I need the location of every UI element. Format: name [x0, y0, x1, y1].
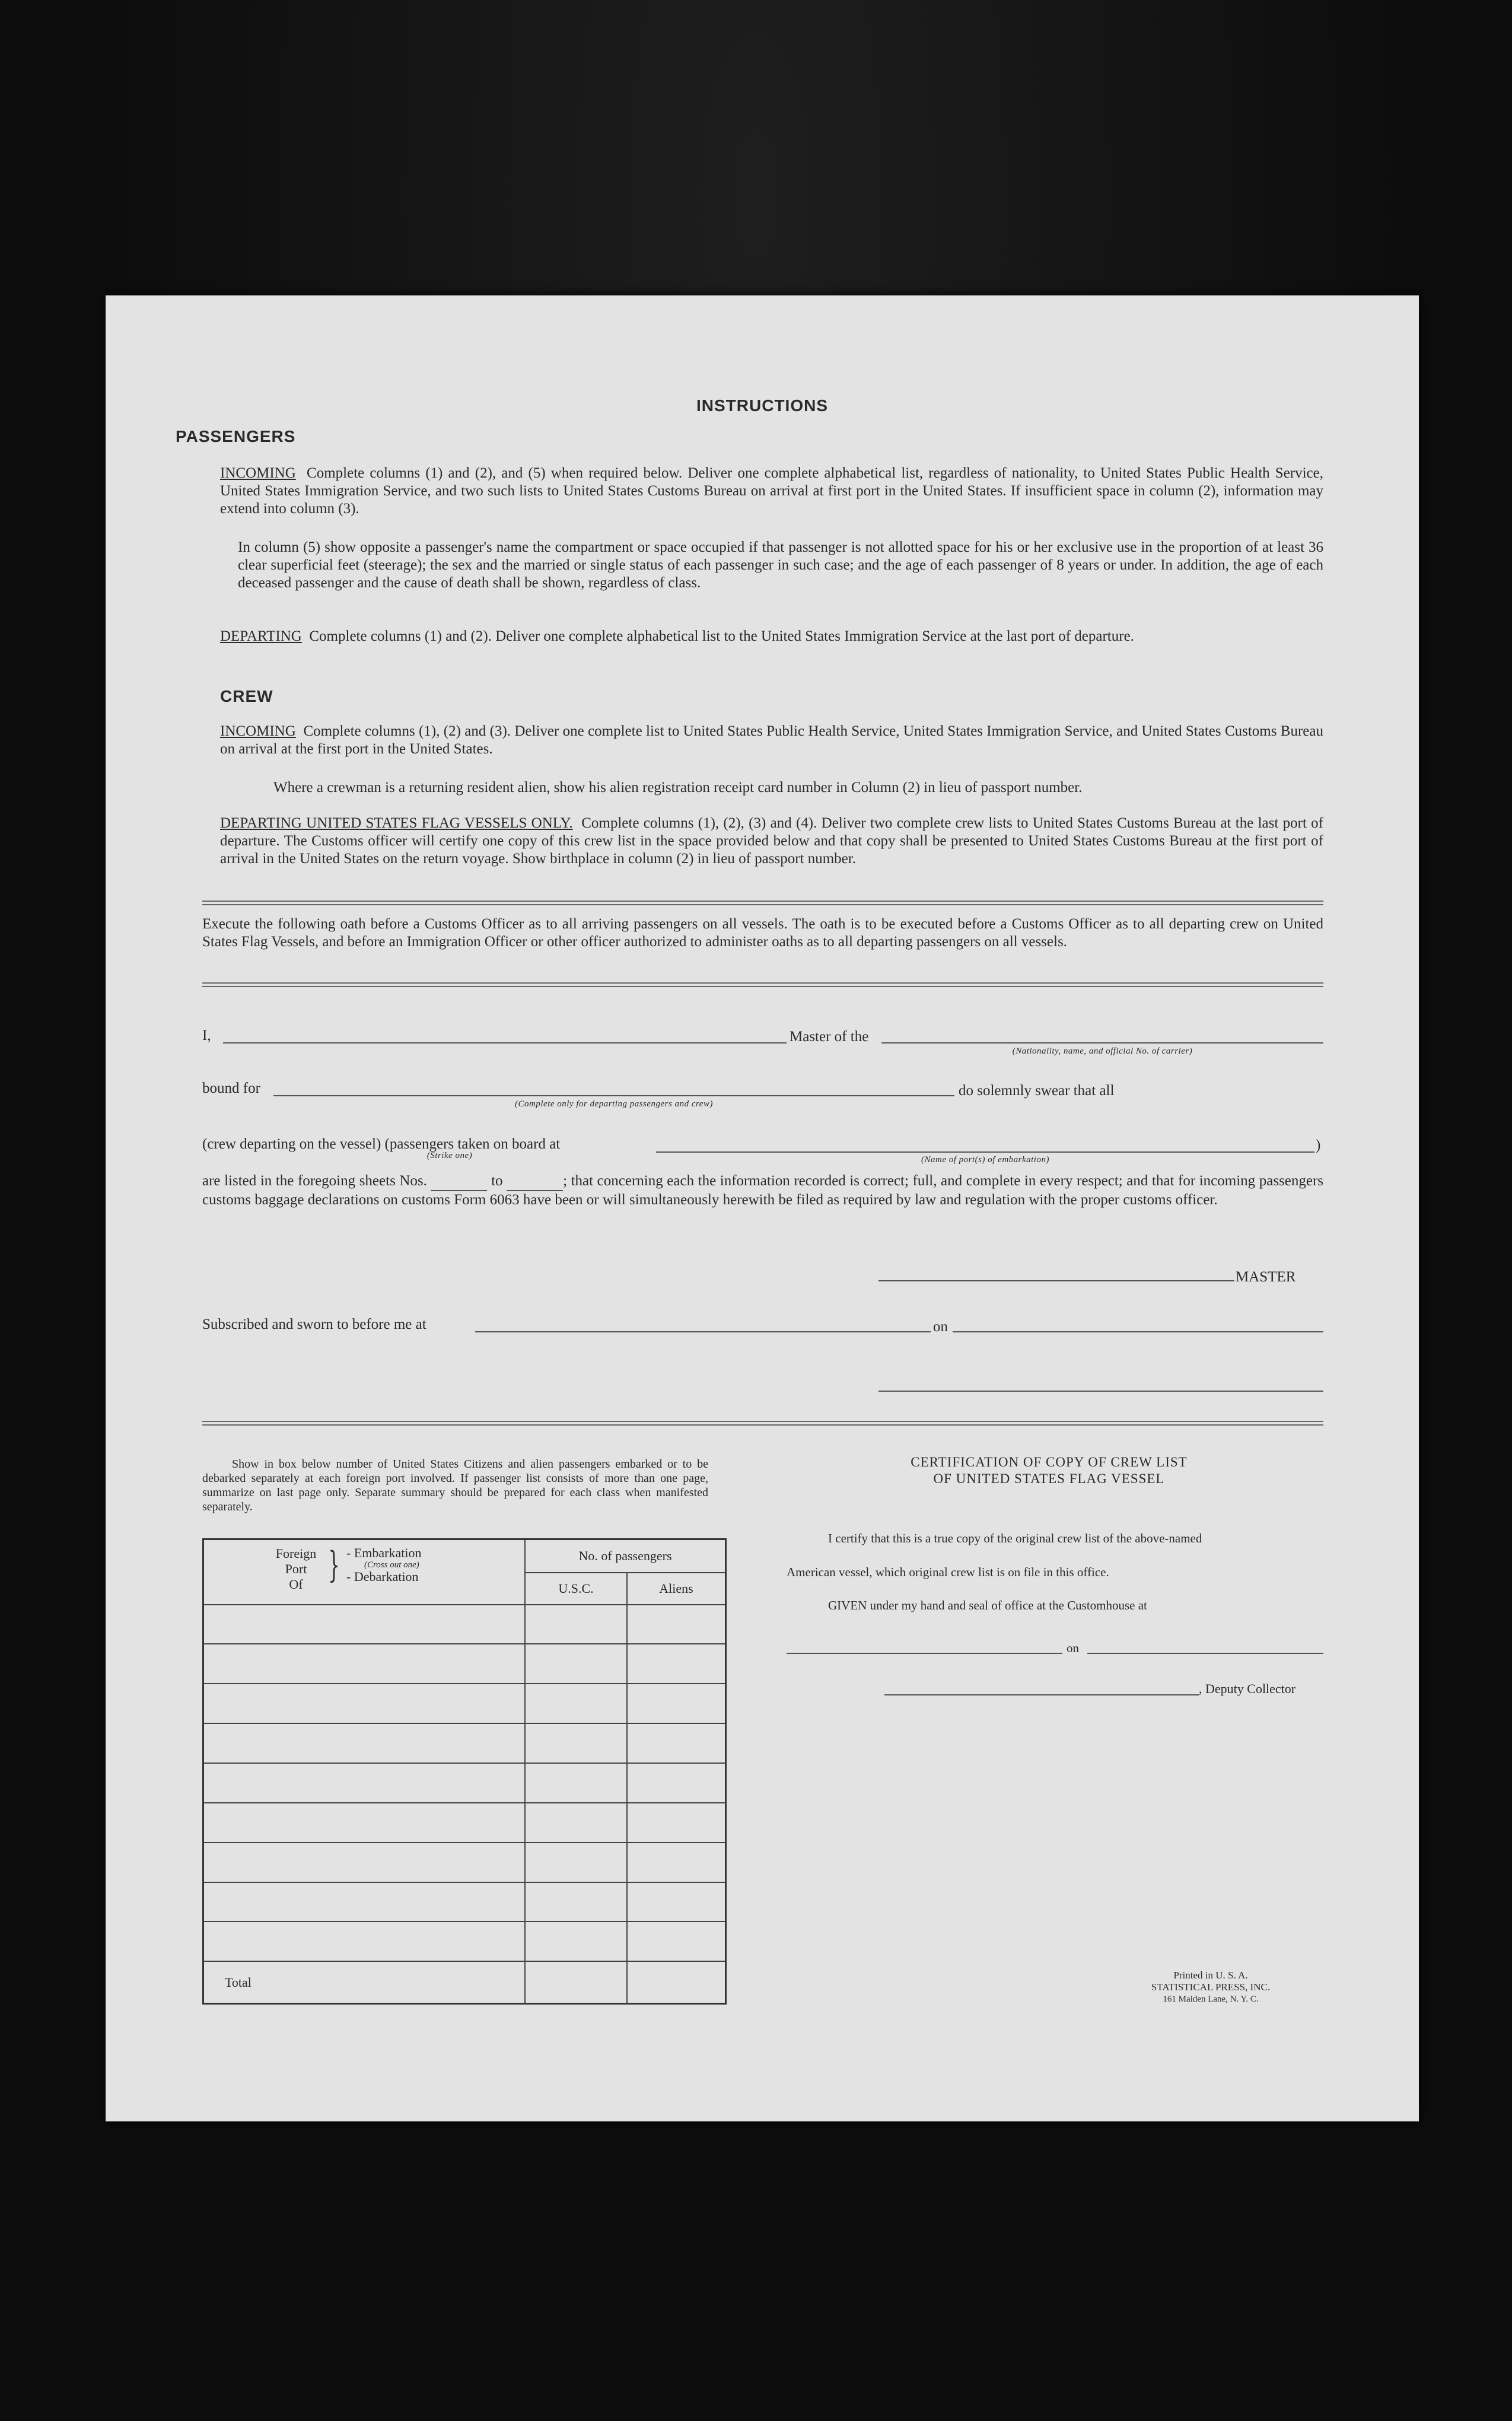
usc-cell[interactable] [525, 1843, 627, 1882]
section-divider [202, 1421, 1323, 1426]
printer-line-3: 161 Maiden Lane, N. Y. C. [1163, 1994, 1259, 2004]
passenger-summary-table [202, 1538, 727, 2005]
sworn-date-field[interactable] [953, 1331, 1323, 1332]
passengers-heading: PASSENGERS [176, 427, 296, 446]
certification-title [775, 1454, 1323, 1487]
port-cell[interactable] [203, 1684, 526, 1723]
embarkation-ports-field[interactable] [656, 1151, 1314, 1153]
aliens-cell[interactable] [627, 1882, 726, 1922]
master-of-label: Master of the [790, 1029, 869, 1045]
cert-text-2: American vessel, which original crew list is on file in this office. [787, 1565, 1109, 1579]
debarkation-label: - Debarkation [346, 1569, 419, 1584]
printer-line-1: Printed in U. S. A. [1173, 1970, 1248, 1981]
page-title: INSTRUCTIONS [696, 396, 828, 415]
total-aliens-cell[interactable] [627, 1961, 726, 2003]
crew-heading: CREW [220, 687, 273, 705]
passengers-incoming-paragraph [220, 465, 1323, 518]
total-usc-cell[interactable] [525, 1961, 627, 2003]
crew-departing-text: Complete columns (1), (2), (3) and (4). Deliver two complete crew lists to United States Customs Bureau at the last port of departure. The Customs officer will certify one copy of this crew list in the space provided below and that copy shall be presented to United States Customs Bureau at the first port of arrival in the United States on the return voyage. Show birthplace in column (2) in lieu of passport number. [220, 815, 1324, 867]
crew-departing-label: (crew departing on the vessel) (passengers taken on board at [202, 1136, 561, 1152]
oath-i-label: I, [202, 1027, 211, 1044]
close-paren: ) [1316, 1137, 1321, 1153]
oath-intro: Execute the following oath before a Customs Officer as to all arriving passengers on all vessels. The oath is to be executed before a Customs Officer as to all departing crew on United States Flag Vessels, and before an Immigration Officer or other officer authorized to administer oaths as to all departing passengers on all vessels. [202, 916, 1323, 950]
aliens-cell[interactable] [627, 1723, 726, 1763]
total-label: Total [203, 1961, 526, 2003]
embark-label-stack [346, 1546, 421, 1584]
swear-label: do solemnly swear that all [959, 1083, 1115, 1099]
port-cell[interactable] [203, 1605, 526, 1644]
passengers-column5-paragraph: In column (5) show opposite a passenger's name the compartment or space occupied if that passenger is not allotted space for his or her exclusive use in the proportion of at least 36 clear superficial feet (steerage); the sex and the married or single status of each passenger in such case; and the age of each passenger of 8 years or under. In addition, the age of each deceased passenger and the cause of death shall be shown, regardless of class. [238, 539, 1323, 591]
usc-cell[interactable] [525, 1763, 627, 1803]
usc-cell[interactable] [525, 1644, 627, 1684]
printer-imprint [1122, 1970, 1300, 2005]
aliens-cell[interactable] [627, 1605, 726, 1644]
usc-cell[interactable] [525, 1684, 627, 1723]
cert-date-field[interactable] [1087, 1653, 1323, 1654]
usc-cell[interactable] [525, 1723, 627, 1763]
cert-title-line-2: OF UNITED STATES FLAG VESSEL [933, 1471, 1165, 1486]
usc-cell[interactable] [525, 1605, 627, 1644]
no-passengers-header: No. of passengers [525, 1539, 726, 1573]
aliens-cell[interactable] [627, 1644, 726, 1684]
form-page [106, 295, 1419, 2121]
port-cell[interactable] [203, 1644, 526, 1684]
ports-caption: (Name of port(s) of embarkation) [921, 1155, 1049, 1165]
listed-text-b: ; that concerning each the information recorded is correct; full, and complete in every respect; and that for incoming passengers customs baggage declarations on customs Form 6063 have been or will simultaneously herewith be filed as required by law and regulation with the proper customs officer. [202, 1173, 1324, 1208]
oath-statement [202, 1172, 1323, 1209]
brace-icon: } [328, 1544, 340, 1586]
passengers-departing-text: Complete columns (1) and (2). Deliver one complete alphabetical list to the United States Immigration Service at the last port of departure. [309, 628, 1134, 644]
sheet-to-field[interactable] [507, 1172, 563, 1191]
embarkation-label: - Embarkation [346, 1545, 422, 1560]
port-label-stack [269, 1546, 323, 1592]
deputy-collector-label: , Deputy Collector [1199, 1681, 1296, 1696]
crew-departing-lead: DEPARTING UNITED STATES FLAG VESSELS ONLY. [220, 815, 573, 831]
crew-incoming-lead: INCOMING [220, 723, 296, 739]
sworn-on-label: on [933, 1319, 948, 1335]
master-signature-field[interactable] [878, 1280, 1234, 1281]
cert-on-label: on [1067, 1641, 1079, 1655]
listed-text-a: are listed in the foregoing sheets Nos. [202, 1173, 427, 1189]
strike-one-caption: (Strike one) [426, 1151, 473, 1160]
aliens-header: Aliens [627, 1573, 726, 1605]
crew-departing-paragraph [220, 815, 1323, 868]
bound-for-label: bound for [202, 1080, 260, 1096]
aliens-cell[interactable] [627, 1803, 726, 1843]
bound-for-caption: (Complete only for departing passengers and crew) [515, 1099, 713, 1109]
passengers-departing-paragraph [220, 628, 1323, 645]
port-label: Port [285, 1561, 307, 1576]
passengers-incoming-text: Complete columns (1) and (2), and (5) when required below. Deliver one complete alphabetical list, regardless of nationality, to United States Public Health Service, United States Immigration Service, and two such lists to United States Customs Bureau on arrival at first port in the United States. If insufficient space in column (2), information may extend into column (3). [220, 465, 1324, 517]
sworn-place-field[interactable] [475, 1331, 931, 1332]
aliens-cell[interactable] [627, 1763, 726, 1803]
cert-text-1: I certify that this is a true copy of the original crew list of the above-named [828, 1531, 1202, 1545]
sheet-from-field[interactable] [431, 1172, 487, 1191]
section-divider [202, 901, 1323, 905]
master-name-field[interactable] [223, 1042, 787, 1044]
port-cell[interactable] [203, 1843, 526, 1882]
box-instructions: Show in box below number of United States Citizens and alien passengers embarked or to be debarked separately at each foreign port involved. If passenger list consists of more than one page, summarize on last page only. Separate summary should be prepared for each class when manifested separately. [202, 1458, 708, 1513]
cert-given: GIVEN under my hand and seal of office at the Customhouse at [828, 1598, 1147, 1612]
crew-incoming-paragraph [220, 723, 1323, 758]
subscribed-label: Subscribed and sworn to before me at [202, 1316, 426, 1332]
cert-title-line-1: CERTIFICATION OF COPY OF CREW LIST [911, 1455, 1188, 1469]
usc-header: U.S.C. [525, 1573, 627, 1605]
passengers-incoming-lead: INCOMING [220, 465, 296, 481]
officer-signature-field[interactable] [878, 1391, 1323, 1392]
printer-line-2: STATISTICAL PRESS, INC. [1151, 1981, 1271, 1993]
port-cell[interactable] [203, 1723, 526, 1763]
port-cell[interactable] [203, 1803, 526, 1843]
carrier-field[interactable] [881, 1042, 1323, 1044]
cert-place-field[interactable] [787, 1653, 1062, 1654]
aliens-cell[interactable] [627, 1684, 726, 1723]
port-cell[interactable] [203, 1882, 526, 1922]
port-cell[interactable] [203, 1921, 526, 1961]
section-divider [202, 982, 1323, 987]
master-label: MASTER [1236, 1269, 1296, 1285]
crew-incoming-text: Complete columns (1), (2) and (3). Deliver one complete list to United States Public Health Service, United States Immigration Service, and United States Customs Bureau on arrival at the first port in the United States. [220, 723, 1323, 757]
usc-cell[interactable] [525, 1803, 627, 1843]
deputy-signature-field[interactable] [884, 1694, 1199, 1695]
crew-alien-paragraph: Where a crewman is a returning resident alien, show his alien registration receipt card number in Column (2) in lieu of passport number. [273, 780, 1083, 796]
bound-for-field[interactable] [273, 1095, 954, 1096]
listed-to: to [491, 1173, 503, 1189]
usc-cell[interactable] [525, 1882, 627, 1922]
cross-out-caption: (Cross out one) [364, 1560, 419, 1570]
port-header-cell [203, 1539, 526, 1605]
aliens-cell[interactable] [627, 1843, 726, 1882]
port-cell[interactable] [203, 1763, 526, 1803]
usc-cell[interactable] [525, 1921, 627, 1961]
passengers-departing-lead: DEPARTING [220, 628, 302, 644]
foreign-label: Foreign [275, 1546, 317, 1561]
of-label: Of [289, 1577, 303, 1592]
carrier-caption: (Nationality, name, and official No. of carrier) [1012, 1046, 1193, 1056]
aliens-cell[interactable] [627, 1921, 726, 1961]
